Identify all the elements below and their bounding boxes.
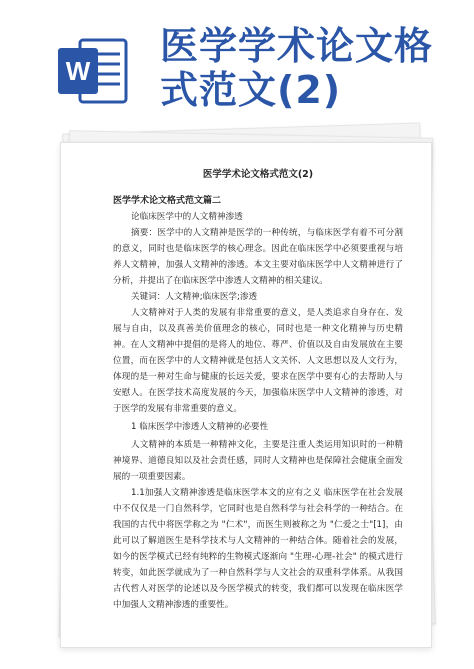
section-title: 医学学术论文格式范文篇二 (113, 196, 222, 206)
banner-title: 医学学术论文格式范文(2) (160, 24, 434, 112)
word-icon-letter: W (65, 56, 91, 86)
subheading: 1 临床医学中渗透人文精神的必要性 (131, 422, 269, 432)
document-page (60, 142, 432, 648)
body-paragraph: 1.1加强人文精神渗透是临床医学本文的应有之义 临床医学在社会发展中不仅仅是一门自然科学，它同时也是自然科学与社会科学的一种结合。在我国的古代中将医学称之为 "仁术"，而医生则被称之为 "仁爱之士"[1]，由此可以了解道医生是科学技术与人文精神的一种结合体。随着社会的发展，如今的医学模式已经有纯粹的生物模式逐渐向 "生理-心理-社会" 的模式进行转变，如此医学就成为了一种自然科学与人文社会的双重科学体系。从我国古代哲人对医学的论述以及今医学模式的转变，我们都可以发现在临床医学中加强人文精神渗透的重要性。 (113, 488, 403, 610)
keywords-line: 关键词：人文精神;临床医学;渗透 (131, 292, 258, 302)
document-title: 医学学术论文格式范文(2) (202, 169, 314, 180)
banner (0, 0, 474, 135)
word-document-icon (58, 38, 128, 104)
body-paragraph: 人文精神对于人类的发展有非常重要的意义，是人类追求自身存在、发展与自由，以及真善美价值理念的核心，同时也是一种文化精神与历史精神。在人文精神中提倡的是将人的地位、尊严、价值以及自由发展放在主要位置，而在医学中的人文精神就是包括人文关怀、人文思想以及人文行为，体现的是一种对生命与健康的长远关爱，要求在医学中要有心的去帮助人与安慰人。在医学技术高度发展的今天，加强临床医学中人文精神的渗透，对于医学的发展有非常重要的意义。 (113, 308, 403, 414)
body-paragraph: 人文精神的本质是一种精神文化，主要是注重人类运用知识时的一种精神境界、道德良知以及社会责任感，同时人文精神也是保障社会健康全面发展的一项重要因素。 (113, 440, 403, 482)
abstract-paragraph: 摘要：医学中的人文精神是医学的一种传统，与临床医学有着不可分割的意义，同时也是临床医学的核心理念。因此在临床医学中必须要重视与培养人文精神，加强人文精神的渗透。本文主要对临床医学中人文精神进行了分析，并提出了在临床医学中渗透人文精神的相关建议。 (113, 228, 403, 286)
paper-title: 论临床医学中的人文精神渗透 (131, 212, 243, 222)
document-preview (60, 128, 436, 648)
